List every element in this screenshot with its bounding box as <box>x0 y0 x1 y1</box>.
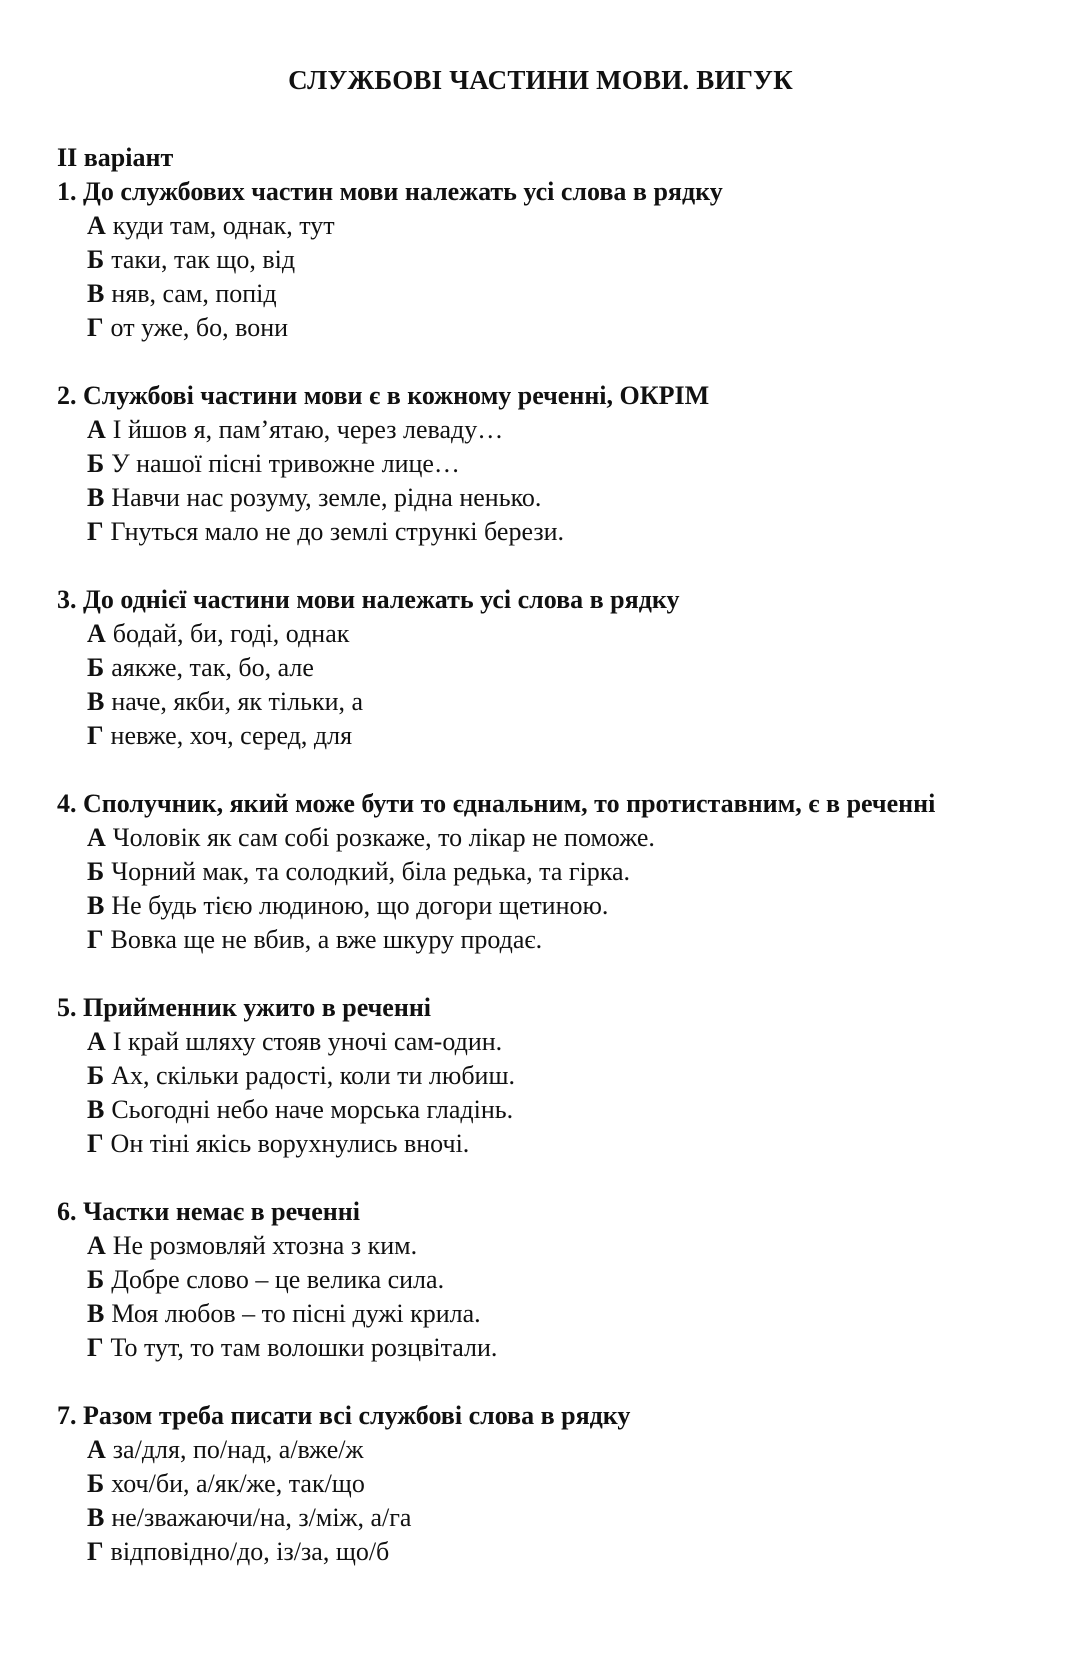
answer-option <box>87 1127 1024 1161</box>
question-3 <box>57 583 1024 753</box>
document-title: СЛУЖБОВІ ЧАСТИНИ МОВИ. ВИГУК <box>288 65 793 95</box>
option-letter: А <box>87 211 106 240</box>
option-letter: А <box>87 1231 106 1260</box>
answer-option <box>87 685 1024 719</box>
option-letter: В <box>87 279 105 308</box>
option-letter: А <box>87 619 106 648</box>
question-text: 7. Разом треба писати всі службові слова в рядку <box>57 1401 631 1430</box>
option-letter: В <box>87 1299 105 1328</box>
option-text: Гнуться мало не до землі стрункі берези. <box>110 517 564 546</box>
option-text: аякже, так, бо, але <box>111 653 314 682</box>
option-letter: Г <box>87 1537 104 1566</box>
option-text: Навчи нас розуму, земле, рідна ненько. <box>111 483 542 512</box>
option-text: Вовка ще не вбив, а вже шкуру продає. <box>110 925 543 954</box>
option-text: Чоловік як сам собі розкаже, то лікар не поможе. <box>112 823 655 852</box>
option-text: хоч/би, а/як/же, так/що <box>111 1469 365 1498</box>
option-letter: Г <box>87 925 104 954</box>
option-text: Чорний мак, та солодкий, біла редька, та гірка. <box>111 857 631 886</box>
questions-list <box>57 175 1024 1569</box>
question-6 <box>57 1195 1024 1365</box>
answer-option <box>87 1467 1024 1501</box>
option-letter: А <box>87 1027 106 1056</box>
answer-options <box>57 1025 1024 1161</box>
option-text: То тут, то там волошки розцвітали. <box>110 1333 498 1362</box>
option-letter: В <box>87 891 105 920</box>
answer-options <box>57 209 1024 345</box>
option-letter: В <box>87 1503 105 1532</box>
option-text: Он тіні якісь ворухнулись вночі. <box>110 1129 470 1158</box>
answer-option <box>87 1093 1024 1127</box>
answer-option <box>87 1331 1024 1365</box>
option-text: наче, якби, як тільки, а <box>111 687 364 716</box>
option-letter: Б <box>87 1061 105 1090</box>
answer-option <box>87 515 1024 549</box>
question-2 <box>57 379 1024 549</box>
option-letter: Г <box>87 313 104 342</box>
option-text: куди там, однак, тут <box>112 211 335 240</box>
option-letter: Б <box>87 653 105 682</box>
variant-label: II варіант <box>57 143 174 172</box>
option-text: І край шляху стояв уночі сам-один. <box>112 1027 503 1056</box>
question-text: 1. До службових частин мови належать усі слова в рядку <box>57 177 723 206</box>
answer-option <box>87 481 1024 515</box>
answer-options <box>57 1229 1024 1365</box>
answer-option <box>87 413 1024 447</box>
answer-option <box>87 1025 1024 1059</box>
answer-option <box>87 617 1024 651</box>
answer-option <box>87 1229 1024 1263</box>
answer-options <box>57 1433 1024 1569</box>
answer-option <box>87 889 1024 923</box>
option-text: няв, сам, попід <box>111 279 277 308</box>
option-letter: Б <box>87 1469 105 1498</box>
option-text: відповідно/до, із/за, що/б <box>110 1537 390 1566</box>
answer-option <box>87 447 1024 481</box>
option-letter: Г <box>87 1129 104 1158</box>
option-text: Ах, скільки радості, коли ти любиш. <box>111 1061 515 1090</box>
option-text: бодай, би, годі, однак <box>112 619 350 648</box>
answer-option <box>87 311 1024 345</box>
answer-option <box>87 1263 1024 1297</box>
option-letter: Г <box>87 517 104 546</box>
option-text: Моя любов – то пісні дужі крила. <box>111 1299 481 1328</box>
answer-option <box>87 651 1024 685</box>
option-text: Сьогодні небо наче морська гладінь. <box>111 1095 514 1124</box>
option-text: Не будь тією людиною, що догори щетиною. <box>111 891 609 920</box>
option-letter: Б <box>87 449 105 478</box>
option-letter: Б <box>87 1265 105 1294</box>
option-letter: А <box>87 823 106 852</box>
answer-option <box>87 1059 1024 1093</box>
question-text: 2. Службові частини мови є в кожному реченні, ОКРІМ <box>57 381 710 410</box>
question-text: 5. Прийменник ужито в реченні <box>57 993 432 1022</box>
option-text: от уже, бо, вони <box>110 313 289 342</box>
answer-option <box>87 821 1024 855</box>
question-4 <box>57 787 1024 957</box>
answer-option <box>87 1297 1024 1331</box>
option-letter: Г <box>87 721 104 750</box>
option-text: таки, так що, від <box>111 245 296 274</box>
option-text: не/зважаючи/на, з/між, а/га <box>111 1503 412 1532</box>
option-letter: В <box>87 1095 105 1124</box>
answer-option <box>87 209 1024 243</box>
answer-options <box>57 821 1024 957</box>
answer-option <box>87 719 1024 753</box>
answer-option <box>87 1501 1024 1535</box>
option-text: У нашої пісні тривожне лице… <box>111 449 460 478</box>
option-letter: Б <box>87 857 105 886</box>
option-letter: В <box>87 483 105 512</box>
answer-option <box>87 243 1024 277</box>
option-letter: А <box>87 415 106 444</box>
option-text: Не розмовляй хтозна з ким. <box>112 1231 418 1260</box>
option-letter: В <box>87 687 105 716</box>
option-letter: Б <box>87 245 105 274</box>
question-text: 6. Частки немає в реченні <box>57 1197 360 1226</box>
answer-option <box>87 1433 1024 1467</box>
answer-options <box>57 413 1024 549</box>
answer-option <box>87 923 1024 957</box>
answer-option <box>87 277 1024 311</box>
question-5 <box>57 991 1024 1161</box>
question-1 <box>57 175 1024 345</box>
question-text: 4. Сполучник, який може бути то єднальним, то протиставним, є в реченні <box>57 789 936 818</box>
option-text: І йшов я, пам’ятаю, через леваду… <box>112 415 504 444</box>
question-7 <box>57 1399 1024 1569</box>
answer-option <box>87 1535 1024 1569</box>
option-text: Добре слово – це велика сила. <box>111 1265 445 1294</box>
question-text: 3. До однієї частини мови належать усі слова в рядку <box>57 585 680 614</box>
answer-option <box>87 855 1024 889</box>
option-text: невже, хоч, серед, для <box>110 721 353 750</box>
option-text: за/для, по/над, а/вже/ж <box>112 1435 364 1464</box>
option-letter: Г <box>87 1333 104 1362</box>
answer-options <box>57 617 1024 753</box>
option-letter: А <box>87 1435 106 1464</box>
